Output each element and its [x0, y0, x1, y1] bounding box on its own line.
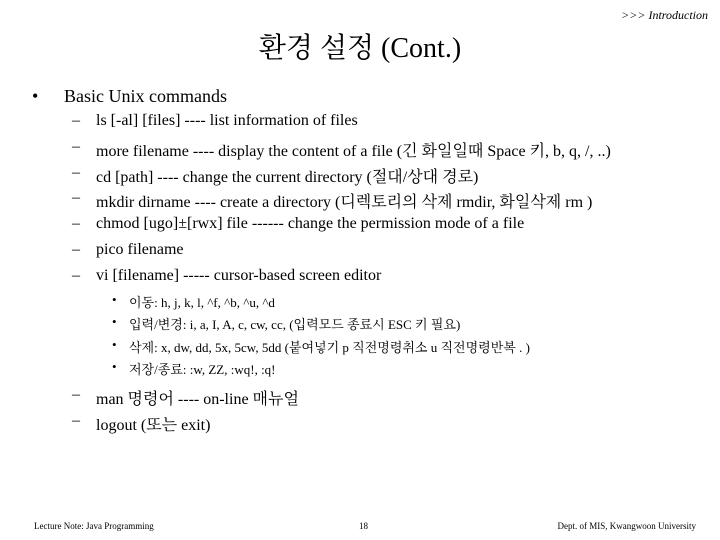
- section-heading: Basic Unix commands: [64, 86, 227, 106]
- command-text: pico filename: [96, 241, 184, 258]
- bullet-icon: •: [112, 359, 117, 374]
- vi-subitem-text: 저장/종료: :w, ZZ, :wq!, :q!: [129, 362, 276, 377]
- breadcrumb: >>> Introduction: [621, 8, 708, 22]
- command-text: man 명령어 ---- on-line 매뉴얼: [96, 391, 299, 408]
- dash-icon: –: [72, 215, 80, 232]
- page-number: 18: [359, 521, 368, 531]
- vi-subitem-text: 삭제: x, dw, dd, 5x, 5cw, 5dd (붙여넣기 p 직전명령취소 u 직전명령반복 . ): [129, 340, 530, 355]
- dash-icon: –: [72, 138, 80, 155]
- command-text: more filename ---- display the content of a file (긴 화일일때 Space 키, b, q, /, ..): [96, 143, 611, 160]
- dash-icon: –: [72, 112, 80, 129]
- command-text: cd [path] ---- change the current directory (절대/상대 경로): [96, 169, 479, 186]
- dash-icon: –: [72, 189, 80, 206]
- bullet-icon: •: [112, 292, 117, 307]
- vi-subitem-text: 입력/변경: i, a, I, A, c, cw, cc, (입력모드 종료시 ESC 키 필요): [129, 317, 461, 332]
- dash-icon: –: [72, 267, 80, 284]
- dash-icon: –: [72, 412, 80, 429]
- footer-right: Dept. of MIS, Kwangwoon University: [557, 521, 696, 531]
- vi-subitem-text: 이동: h, j, k, l, ^f, ^b, ^u, ^d: [129, 295, 275, 310]
- dash-icon: –: [72, 164, 80, 181]
- command-text: chmod [ugo]±[rwx] file ------ change the permission mode of a file: [96, 215, 525, 232]
- command-text: mkdir dirname ---- create a directory (디렉토리의 삭제 rmdir, 화일삭제 rm ): [96, 194, 593, 211]
- slide-title: 환경 설정 (Cont.): [258, 33, 462, 64]
- bullet-icon: •: [112, 314, 117, 329]
- dash-icon: –: [72, 241, 80, 258]
- command-text: ls [-al] [files] ---- list information of files: [96, 112, 358, 129]
- dash-icon: –: [72, 386, 80, 403]
- command-text: vi [filename] ----- cursor-based screen editor: [96, 267, 382, 284]
- bullet-icon: •: [112, 337, 117, 352]
- bullet-icon: •: [32, 86, 39, 106]
- command-text: logout (또는 exit): [96, 417, 211, 434]
- footer-left: Lecture Note: Java Programming: [34, 521, 154, 531]
